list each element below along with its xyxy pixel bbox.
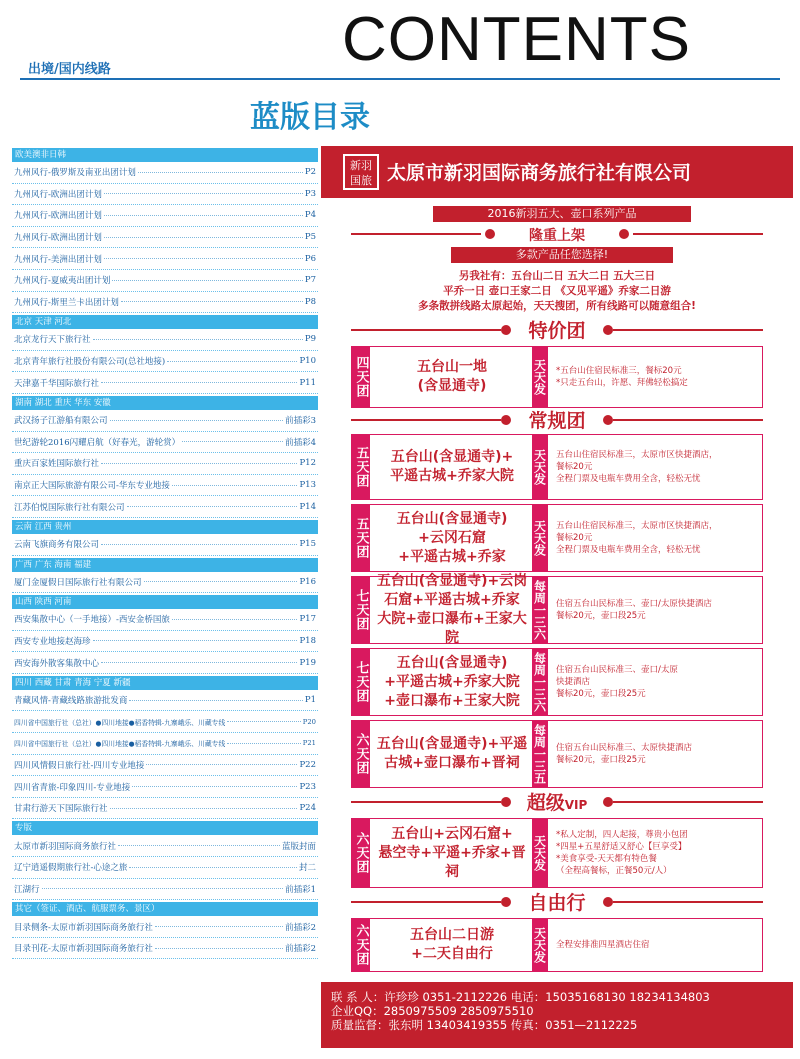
contents-heading: CONTENTS — [342, 5, 691, 74]
page-title: 蓝版目录 — [250, 100, 370, 135]
toc-row-title: 武汉扬子江游船有限公司 — [14, 416, 108, 427]
toc-row-title: 四川风情假日旅行社-四川专业地接 — [14, 760, 145, 771]
toc-row-leader — [172, 619, 298, 620]
toc-row-page: P22 — [299, 759, 316, 770]
contact-line-3: 质量监督：张东明 13403419355 传真：0351—2112225 — [331, 1018, 638, 1032]
vip-label: 超级 — [526, 792, 565, 814]
toc-row-leader — [104, 215, 303, 216]
toc-row-leader — [155, 926, 283, 927]
toc-row-title: 甘肃行游天下国际旅行社 — [14, 804, 108, 815]
product-card — [351, 346, 763, 408]
toc-row-leader — [129, 700, 302, 701]
toc-row-page: P18 — [299, 635, 316, 646]
contact-line-2: 企业QQ：2850975509 2850975510 — [331, 1004, 534, 1018]
toc-row[interactable] — [12, 475, 318, 497]
toc-row-page: P10 — [299, 356, 316, 367]
toc-row-page: P8 — [304, 296, 316, 307]
ziyou-divider — [351, 892, 763, 912]
product-departure-tag: 每周一三六 — [532, 649, 548, 715]
toc-row[interactable] — [12, 835, 318, 857]
changgui-divider — [351, 410, 763, 430]
toc-row[interactable] — [12, 432, 318, 454]
toc-row[interactable] — [12, 690, 318, 712]
toc-row-title: 九州风行-斯里兰卡出团计划 — [14, 297, 119, 308]
toc-row-title: 西安专业地接赵海珍 — [14, 636, 91, 647]
product-duration-tag: 六天团 — [352, 819, 370, 887]
toc-row-title: 北京龙行天下旅行社 — [14, 335, 91, 346]
info-line-1: 另我社有：五台山二日 五大二日 五大三日 — [458, 270, 656, 282]
toc-row-page: P6 — [304, 253, 316, 264]
toc-row-leader — [167, 361, 297, 362]
toc-row-leader — [144, 581, 298, 582]
toc-row[interactable] — [12, 733, 318, 755]
toc-row-page: 封二 — [298, 863, 316, 874]
product-duration-tag: 六天团 — [352, 919, 370, 971]
toc-row[interactable] — [12, 879, 318, 901]
info-line-3: 多条散拼线路太原起始，天天搜团，所有线路可以随意组合! — [418, 300, 696, 312]
toc-row-page: P2 — [304, 167, 316, 178]
header-line — [20, 78, 780, 80]
toc-row-leader — [104, 193, 303, 194]
toc-row[interactable] — [12, 270, 318, 292]
product-banner: 2016新羽五大、壶口系列产品 — [433, 206, 691, 222]
toc-row-title: 九州风行-俄罗斯及南亚出团计划 — [14, 168, 136, 179]
product-description: 住宿五台山民标准三、太原快捷酒店 餐标20元，壶口段25元 — [556, 743, 693, 765]
toc-section-header: 云南 江西 贵州 — [12, 520, 318, 534]
toc-row-title: 厦门金厦假日国际旅行社有限公司 — [14, 577, 142, 588]
toc-row-leader — [42, 888, 284, 889]
choose-bar: 多款产品任您选择! — [451, 247, 673, 263]
toc-row[interactable] — [12, 453, 318, 475]
toc-row-leader — [129, 867, 297, 868]
product-route: 五台山+云冈石窟+ 悬空寺+平遥+乔家+晋祠 — [378, 825, 526, 880]
product-description: 全程安排准四星酒店住宿 — [556, 940, 650, 950]
toc-row-page: P21 — [302, 739, 316, 748]
toc-row[interactable] — [12, 227, 318, 249]
toc-row-page: P4 — [304, 210, 316, 221]
product-duration-tag: 六天团 — [352, 721, 370, 787]
toc-row-page: P5 — [304, 232, 316, 243]
toc-row-leader — [138, 172, 303, 173]
toc-row[interactable] — [12, 410, 318, 432]
product-duration-tag: 五天团 — [352, 505, 370, 571]
toc-row[interactable] — [12, 205, 318, 227]
toc-row-leader — [127, 506, 298, 507]
header-category: 出境/国内线路 — [28, 62, 111, 77]
toc-row-leader — [155, 948, 283, 949]
toc-row-page: P24 — [299, 803, 316, 814]
vip-suffix: VIP — [564, 798, 588, 812]
launch-label: 隆重上架 — [529, 228, 585, 244]
product-departure-tag: 天天发 — [532, 435, 548, 499]
toc-row[interactable] — [12, 351, 318, 373]
product-card — [351, 818, 763, 888]
toc-section-header: 其它（签证、酒店、航服票务、景区） — [12, 902, 318, 916]
product-departure-tag: 每周一三五 — [532, 721, 548, 787]
product-duration-tag: 七天团 — [352, 649, 370, 715]
toc-row-title: 西安海外散客集散中心 — [14, 658, 100, 669]
product-route: 五台山(含显通寺)+ 平遥古城+乔家大院 — [390, 449, 514, 484]
product-description: 五台山住宿民标准三，太原市区快捷酒店， 餐标20元 全程门票及电瓶车费用全含，轻松无忧 — [556, 450, 718, 484]
toc-row-page: P11 — [299, 377, 316, 388]
toc-row-leader — [118, 845, 280, 846]
changgui-label: 常规团 — [528, 410, 586, 432]
toc-row-leader — [104, 237, 303, 238]
toc-section-header: 湖南 湖北 重庆 华东 安徽 — [12, 396, 318, 410]
toc-row-title: 江苏伯悦国际旅行社有限公司 — [14, 502, 125, 513]
product-card — [351, 720, 763, 788]
toc-row-leader — [110, 808, 298, 809]
toc-row[interactable] — [12, 496, 318, 518]
toc-row-title: 九州风行-欧洲出团计划 — [14, 211, 102, 222]
product-duration-tag: 七天团 — [352, 577, 370, 643]
toc-row-page: P7 — [304, 275, 316, 286]
toc-row[interactable] — [12, 631, 318, 653]
info-line-2: 平乔一日 壶口王家二日 《又见平遥》乔家二日游 — [443, 285, 671, 297]
product-route: 五台山二日游 +二天自由行 — [410, 927, 494, 962]
product-description: *五台山住宿民标准三，餐标20元 *只走五台山，许愿、拜佛轻松搞定 — [556, 366, 688, 388]
toc-row-title: 北京青年旅行社股份有限公司(总社地接) — [14, 357, 166, 368]
product-duration-tag: 五天团 — [352, 435, 370, 499]
toc-row-leader — [132, 786, 297, 787]
product-route: 五台山一地 (含显通寺) — [417, 359, 487, 394]
toc-row[interactable] — [12, 857, 318, 879]
toc-section-header: 北京 天津 河北 — [12, 315, 318, 329]
toc-row-page: P23 — [299, 781, 316, 792]
toc-row-leader — [101, 544, 297, 545]
toc-row-page: P14 — [299, 501, 316, 512]
toc-row-leader — [110, 420, 284, 421]
toc-row-page: 前插彩1 — [285, 884, 316, 895]
toc-row-title: 江湖行 — [14, 884, 40, 895]
product-route: 五台山(含显通寺)+云岗 石窟+平遥古城+乔家 大院+壶口瀑布+王家大院 — [376, 573, 528, 646]
toc-row-page: P15 — [299, 539, 316, 550]
toc-section-header: 四川 西藏 甘肃 青海 宁夏 新疆 — [12, 676, 318, 690]
ziyou-label: 自由行 — [528, 892, 586, 914]
product-card — [351, 573, 763, 646]
toc-row[interactable] — [12, 798, 318, 820]
toc-row-leader — [146, 764, 297, 765]
toc-row-leader — [172, 485, 298, 486]
toc-row[interactable] — [12, 776, 318, 798]
product-description: 五台山住宿民标准三，太原市区快捷酒店， 餐标20元 全程门票及电瓶车费用全含，轻松无忧 — [556, 521, 718, 555]
toc-row-title: 九州风行-夏威夷出团计划 — [14, 276, 111, 287]
toc-row-page: 前插彩4 — [285, 437, 316, 448]
toc-row-title: 青藏风情-青藏线路旅游批发商 — [14, 696, 128, 707]
toc-row-page: P3 — [304, 188, 316, 199]
toc-row-page: P9 — [304, 334, 316, 345]
toc-row-title: 四川省青旅-印象四川-专业地接 — [14, 782, 131, 793]
advertisement — [321, 146, 793, 1048]
product-card — [351, 434, 763, 500]
toc-row-page: P17 — [299, 614, 316, 625]
toc-row[interactable] — [12, 372, 318, 394]
toc-row-title: 四川省中国旅行社（总社）●四川地接●稻香特辑-九寨峨乐、川藏专线 — [14, 718, 226, 727]
product-description: 住宿五台山民标准三、壶口/太原快捷酒店 餐标20元，壶口段25元 — [556, 599, 712, 621]
toc-row-page: P12 — [299, 458, 316, 469]
tejia-divider — [351, 320, 763, 340]
toc-row-title: 太原市新羽国际商务旅行社 — [14, 841, 117, 852]
toc-row-title: 世纪游轮2016闪耀启航（好春光，游轮赏） — [14, 437, 181, 448]
product-departure-tag: 天天发 — [532, 919, 548, 971]
toc-row-page: 前插彩2 — [285, 922, 316, 933]
product-route: 五台山(含显通寺) +云冈石窟 +平遥古城+乔家 — [396, 510, 508, 565]
toc-row-page: P16 — [299, 576, 316, 587]
toc-row[interactable] — [12, 938, 318, 960]
toc-row[interactable] — [12, 248, 318, 270]
toc-row[interactable] — [12, 711, 318, 733]
toc-row[interactable] — [12, 609, 318, 631]
toc-row-title: 九州风行-欧洲出团计划 — [14, 189, 102, 200]
vip-divider — [351, 792, 763, 812]
product-description: *私人定制，四人起接，尊贵小包团 *四星+五星舒适又舒心【巨享受】 *美食享受-天天都有特色餐 （全程高餐标，正餐50元/人） — [556, 830, 688, 876]
toc-row-title: 南京正大国际旅游有限公司-华东专业地接 — [14, 481, 170, 492]
product-route: 五台山(含显通寺)+平遥 古城+壶口瀑布+晋祠 — [376, 736, 528, 771]
toc-row-leader — [93, 640, 298, 641]
toc-row-leader — [104, 258, 303, 259]
toc-row-leader — [121, 301, 303, 302]
toc-row-page: P13 — [299, 480, 316, 491]
tejia-label: 特价团 — [528, 320, 586, 342]
toc-row[interactable] — [12, 292, 318, 314]
toc-row-leader — [101, 382, 297, 383]
toc-section-header: 广西 广东 海南 福建 — [12, 558, 318, 572]
toc-row[interactable] — [12, 184, 318, 206]
toc-row-title: 九州风行-美洲出团计划 — [14, 254, 102, 265]
company-name: 太原市新羽国际商务旅行社有限公司 — [387, 162, 692, 184]
toc-row-page: 蓝版封面 — [281, 841, 316, 852]
product-departure-tag: 每周一三六 — [532, 577, 548, 643]
contact-panel — [321, 982, 793, 1048]
product-card — [351, 504, 763, 572]
toc-row-title: 辽宁逍遥假期旅行社-心途之旅 — [14, 863, 128, 874]
toc-row-page: P1 — [304, 695, 316, 706]
toc-row-page: P20 — [302, 717, 316, 726]
toc-row-page: 前插彩3 — [285, 416, 316, 427]
toc-row-title: 目录侧条-太原市新羽国际商务旅行社 — [14, 922, 153, 933]
toc-row[interactable] — [12, 916, 318, 938]
toc-row-title: 天津嘉千华国际旅行社 — [14, 378, 100, 389]
product-departure-tag: 天天发 — [532, 505, 548, 571]
toc-row[interactable] — [12, 534, 318, 556]
product-duration-tag: 四天团 — [352, 347, 370, 407]
toc-row-leader — [227, 743, 300, 744]
toc-row-leader — [101, 662, 297, 663]
product-card — [351, 648, 763, 716]
toc-section-header: 欧美澳非日韩 — [12, 148, 318, 162]
toc-row[interactable] — [12, 572, 318, 594]
toc-section-header: 专版 — [12, 821, 318, 835]
toc-row-page: 前插彩2 — [285, 944, 316, 955]
company-logo: 新羽国旅 — [343, 154, 379, 190]
toc-section-header: 山西 陕西 河南 — [12, 595, 318, 609]
toc-row-title: 四川省中国旅行社（总社）●四川地接●稻香特辑-九寨峨乐、川藏专线 — [14, 740, 226, 749]
toc-row-leader — [182, 441, 283, 442]
toc-row[interactable] — [12, 755, 318, 777]
ad-header — [321, 146, 793, 198]
toc-row-page: P19 — [299, 657, 316, 668]
toc-row-title: 西安集散中心（一手地接）-西安金桥国旅 — [14, 615, 170, 626]
toc-row-title: 重庆百家姓国际旅行社 — [14, 459, 100, 470]
product-route: 五台山(含显通寺) +平遥古城+乔家大院 +壶口瀑布+王家大院 — [384, 654, 520, 709]
toc-row-title: 九州风行-欧洲出团计划 — [14, 233, 102, 244]
toc-row[interactable] — [12, 652, 318, 674]
toc-row-leader — [227, 721, 300, 722]
toc-row-leader — [93, 339, 303, 340]
toc-row-leader — [112, 280, 302, 281]
product-departure-tag: 天天发 — [532, 819, 548, 887]
product-description: 住宿五台山民标准三、壶口/太原 快捷酒店 餐标20元，壶口段25元 — [556, 665, 678, 699]
toc-row-title: 云南飞旗商务有限公司 — [14, 540, 100, 551]
launch-divider — [351, 224, 763, 244]
toc-row[interactable] — [12, 329, 318, 351]
toc-row-leader — [101, 463, 297, 464]
toc-row[interactable] — [12, 162, 318, 184]
contact-line-1: 联 系 人：许珍珍 0351-2112226 电话：15035168130 18234134803 — [331, 990, 710, 1004]
table-of-contents — [12, 146, 318, 959]
product-card — [351, 918, 763, 972]
product-departure-tag: 天天发 — [532, 347, 548, 407]
toc-row-title: 目录刊花-太原市新羽国际商务旅行社 — [14, 944, 153, 955]
